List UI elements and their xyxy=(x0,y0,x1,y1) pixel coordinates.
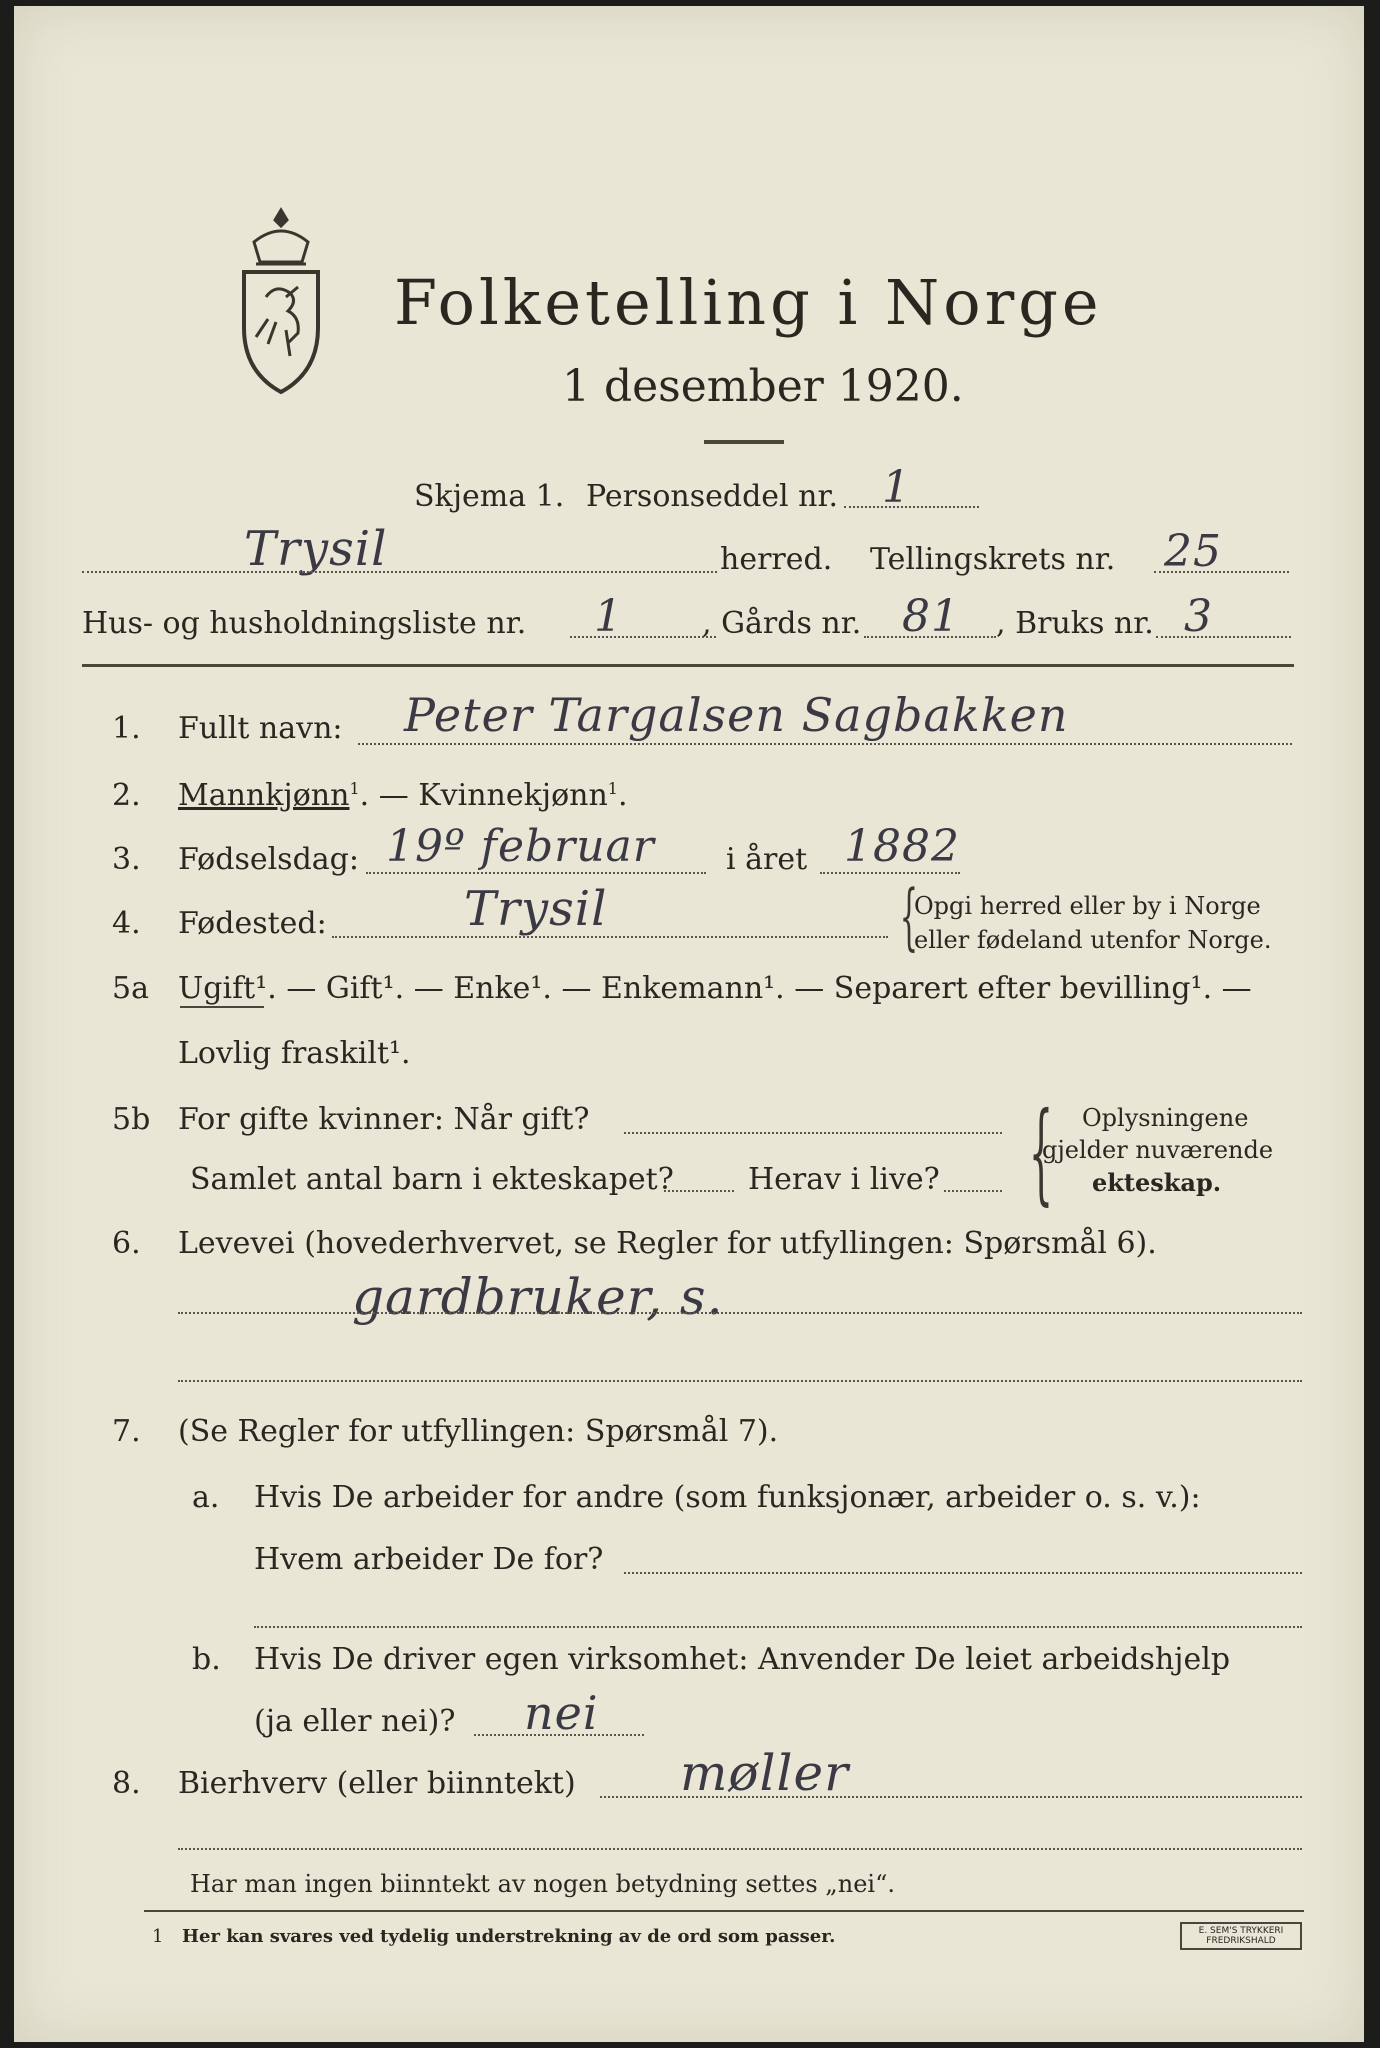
q5b-number: 5b xyxy=(112,1102,151,1137)
full-name-field xyxy=(358,743,1292,745)
q5b-note-2: gjelder nuværende xyxy=(1042,1136,1274,1164)
marital-status-options-2[interactable]: Lovlig fraskilt¹. xyxy=(178,1036,411,1071)
q7b-line1: Hvis De driver egen virksomhet: Anvender De leiet arbeidshjelp xyxy=(254,1642,1231,1677)
q5b-note-1: Oplysningene xyxy=(1082,1104,1249,1132)
q8-number: 8. xyxy=(112,1766,141,1801)
occupation-field-1 xyxy=(178,1312,1302,1314)
q2-end: . xyxy=(617,778,628,813)
footer-divider xyxy=(144,1910,1304,1912)
marital-status-options[interactable]: Ugift¹. — Gift¹. — Enke¹. — Enkemann¹. — Separert efter bevilling¹. — xyxy=(178,971,1252,1006)
hired-help-field xyxy=(474,1734,644,1736)
skjema-label: Skjema 1. xyxy=(414,479,565,514)
q1-number: 1. xyxy=(112,711,141,746)
q3-label: Fødselsdag: xyxy=(178,842,359,877)
tellingskrets-field xyxy=(1154,571,1289,573)
header-divider xyxy=(82,664,1294,667)
bruks-value[interactable]: 3 xyxy=(1184,591,1213,642)
hus-value[interactable]: 1 xyxy=(594,591,623,642)
q5b-brace: { xyxy=(1028,1088,1054,1216)
q2-number: 2. xyxy=(112,778,141,813)
q7-number: 7. xyxy=(112,1414,141,1449)
gards-value[interactable]: 81 xyxy=(902,591,960,642)
q3-number: 3. xyxy=(112,842,141,877)
herred-label: herred. xyxy=(720,542,833,577)
q1-label: Fullt navn: xyxy=(178,711,343,746)
hus-field xyxy=(570,636,716,638)
hired-help-value[interactable]: nei xyxy=(524,1686,599,1740)
herred-field xyxy=(82,571,717,573)
printer-stamp xyxy=(1180,1922,1302,1950)
q6-label: Levevei (hovederhvervet, se Regler for utfyllingen: Spørsmål 6). xyxy=(178,1226,1157,1261)
alive-field xyxy=(944,1190,1002,1192)
birth-year-field xyxy=(820,872,960,874)
occupation-value[interactable]: gardbruker, s. xyxy=(352,1268,724,1326)
employer-label: Hvem arbeider De for? xyxy=(254,1542,604,1577)
personseddel-label: Personseddel nr. xyxy=(586,479,839,514)
q7-label: (Se Regler for utfyllingen: Spørsmål 7). xyxy=(178,1414,779,1449)
married-when-field xyxy=(624,1132,1002,1134)
full-name-value[interactable]: Peter Targalsen Sagbakken xyxy=(404,688,1069,742)
birthday-value[interactable]: 19º februar xyxy=(386,821,655,872)
male-option[interactable]: Mannkjønn xyxy=(178,778,350,813)
hired-help-label: (ja eller nei)? xyxy=(254,1704,456,1739)
ugift-underline xyxy=(180,1006,264,1008)
q4-brace: { xyxy=(899,874,919,958)
birthplace-note-1: Opgi herred eller by i Norge xyxy=(914,892,1261,920)
birth-year-value[interactable]: 1882 xyxy=(844,821,960,872)
q8-label: Bierhverv (eller biinntekt) xyxy=(178,1766,576,1801)
birthplace-field xyxy=(332,936,888,938)
printer-city: FREDRIKSHALD xyxy=(1206,1936,1276,1946)
footnote-mark: 1 xyxy=(152,1926,164,1947)
alive-label: Herav i live? xyxy=(748,1162,940,1197)
gards-field xyxy=(864,636,996,638)
hus-label: Hus- og husholdningsliste nr. xyxy=(82,606,527,641)
employer-field-2 xyxy=(254,1626,1302,1628)
side-income-field xyxy=(600,1796,1302,1798)
side-income-value[interactable]: møller xyxy=(680,1744,849,1802)
children-field xyxy=(664,1190,734,1192)
no-income-note: Har man ingen biinntekt av nogen betydning settes „nei“. xyxy=(190,1870,895,1898)
married-when-label: For gifte kvinner: Når gift? xyxy=(178,1102,590,1137)
q5a-number: 5a xyxy=(112,971,149,1006)
census-form-page xyxy=(14,6,1364,2042)
q5b-note-3: ekteskap. xyxy=(1092,1168,1222,1197)
q4-label: Fødested: xyxy=(178,906,327,941)
tellingskrets-label: Tellingskrets nr. xyxy=(870,542,1116,577)
census-date: 1 desember 1920. xyxy=(562,361,964,412)
year-label: i året xyxy=(726,842,808,877)
birthplace-note-2: eller fødeland utenfor Norge. xyxy=(914,926,1272,954)
personseddel-field xyxy=(844,506,979,508)
personseddel-value[interactable]: 1 xyxy=(882,462,911,513)
title-divider xyxy=(704,440,784,444)
gards-label: , Gårds nr. xyxy=(702,606,862,641)
bruks-label: , Bruks nr. xyxy=(996,606,1154,641)
norwegian-coat-of-arms-icon xyxy=(226,202,336,402)
q2-separator: . — xyxy=(359,778,419,813)
children-label: Samlet antal barn i ekteskapet? xyxy=(190,1162,674,1197)
q2-options: Mannkjønn$^1$. — Kvinnekjønn$^1$. xyxy=(178,778,628,813)
employer-field xyxy=(624,1572,1302,1574)
female-option[interactable]: Kvinnekjønn xyxy=(418,778,608,813)
bruks-field xyxy=(1156,636,1291,638)
q7a-number: a. xyxy=(192,1480,220,1515)
side-income-field-2 xyxy=(178,1848,1302,1850)
birthday-field xyxy=(366,872,706,874)
q7a-line1: Hvis De arbeider for andre (som funksjonær, arbeider o. s. v.): xyxy=(254,1480,1201,1515)
tellingskrets-value[interactable]: 25 xyxy=(1164,526,1222,577)
printer-name: E. SEM'S TRYKKERI xyxy=(1198,1926,1284,1936)
birthplace-value[interactable]: Trysil xyxy=(464,881,608,937)
q6-number: 6. xyxy=(112,1226,141,1261)
footnote-text: Her kan svares ved tydelig understrekning av de ord som passer. xyxy=(182,1926,836,1947)
form-title: Folketelling i Norge xyxy=(394,266,1103,339)
q4-number: 4. xyxy=(112,906,141,941)
q7b-number: b. xyxy=(192,1642,221,1677)
herred-value[interactable]: Trysil xyxy=(244,521,388,577)
occupation-field-2 xyxy=(178,1380,1302,1382)
